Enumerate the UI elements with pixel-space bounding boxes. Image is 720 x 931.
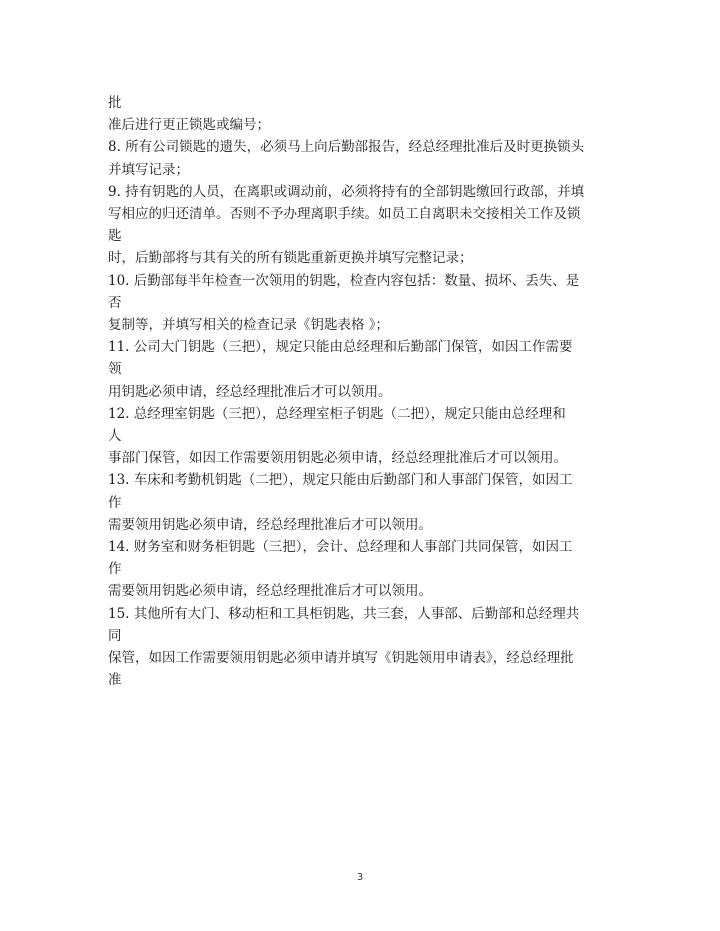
text-line: 8. 所有公司锁匙的遗失，必须马上向后勤部报告，经总经理批准后及时更换锁头 [108,139,585,156]
text-line: 用钥匙必须申请，经总经理批准后才可以领用。 [108,383,392,400]
text-line: 需要领用钥匙必须申请，经总经理批准后才可以领用。 [108,516,432,533]
text-line: 写相应的归还清单。否则不予办理离职手续。如员工自离职未交接相关工作及锁 [108,206,581,223]
text-line: 作 [108,561,122,578]
text-line: 批 [108,95,122,111]
text-line: 同 [108,627,122,644]
text-line: 需要领用钥匙必须申请，经总经理批准后才可以领用。 [108,583,432,600]
text-line: 13. 车床和考勤机钥匙（二把），规定只能由后勤部门和人事部门保管，如因工 [108,472,573,489]
text-line: 复制等，并填写相关的检查记录《钥匙表格 》； [108,317,390,334]
text-line: 14. 财务室和财务柜钥匙（三把），会计、总经理和人事部门共同保管，如因工 [108,539,573,556]
text-line: 作 [108,494,122,511]
text-line: 事部门保管，如因工作需要领用钥匙必须申请，经总经理批准后才可以领用。 [108,450,567,467]
text-line: 准 [108,672,122,689]
text-line: 11. 公司大门钥匙（三把），规定只能由总经理和后勤部门保管，如因工作需要 [108,339,573,356]
text-line: 保管，如因工作需要领用钥匙必须申请并填写《钥匙领用申请表》，经总经理批 [108,650,574,667]
text-line: 领 [108,361,122,378]
text-line: 否 [108,294,122,311]
text-line: 时，后勤部将与其有关的所有锁匙重新更换并填写完整记录； [108,250,473,267]
text-line: 12. 总经理室钥匙（三把），总经理室柜子钥匙（二把），规定只能由总经理和 [108,405,566,422]
text-line: 匙 [108,228,122,245]
text-line: 15. 其他所有大门、移动柜和工具柜钥匙，共三套，人事部、后勤部和总经理共 [108,605,580,622]
text-line: 9. 持有钥匙的人员，在离职或调动前，必须将持有的全部钥匙缴回行政部，并填 [108,183,585,200]
body-text [108,92,608,691]
text-line: 人 [108,428,122,445]
text-line: 准后进行更正锁匙或编号； [108,117,270,134]
text-line: 10. 后勤部每半年检查一次领用的钥匙，检查内容包括：数量、损坏、丢失、是 [108,272,580,289]
text-line: 并填写记录； [108,161,189,178]
page-number: 3 [356,872,364,883]
